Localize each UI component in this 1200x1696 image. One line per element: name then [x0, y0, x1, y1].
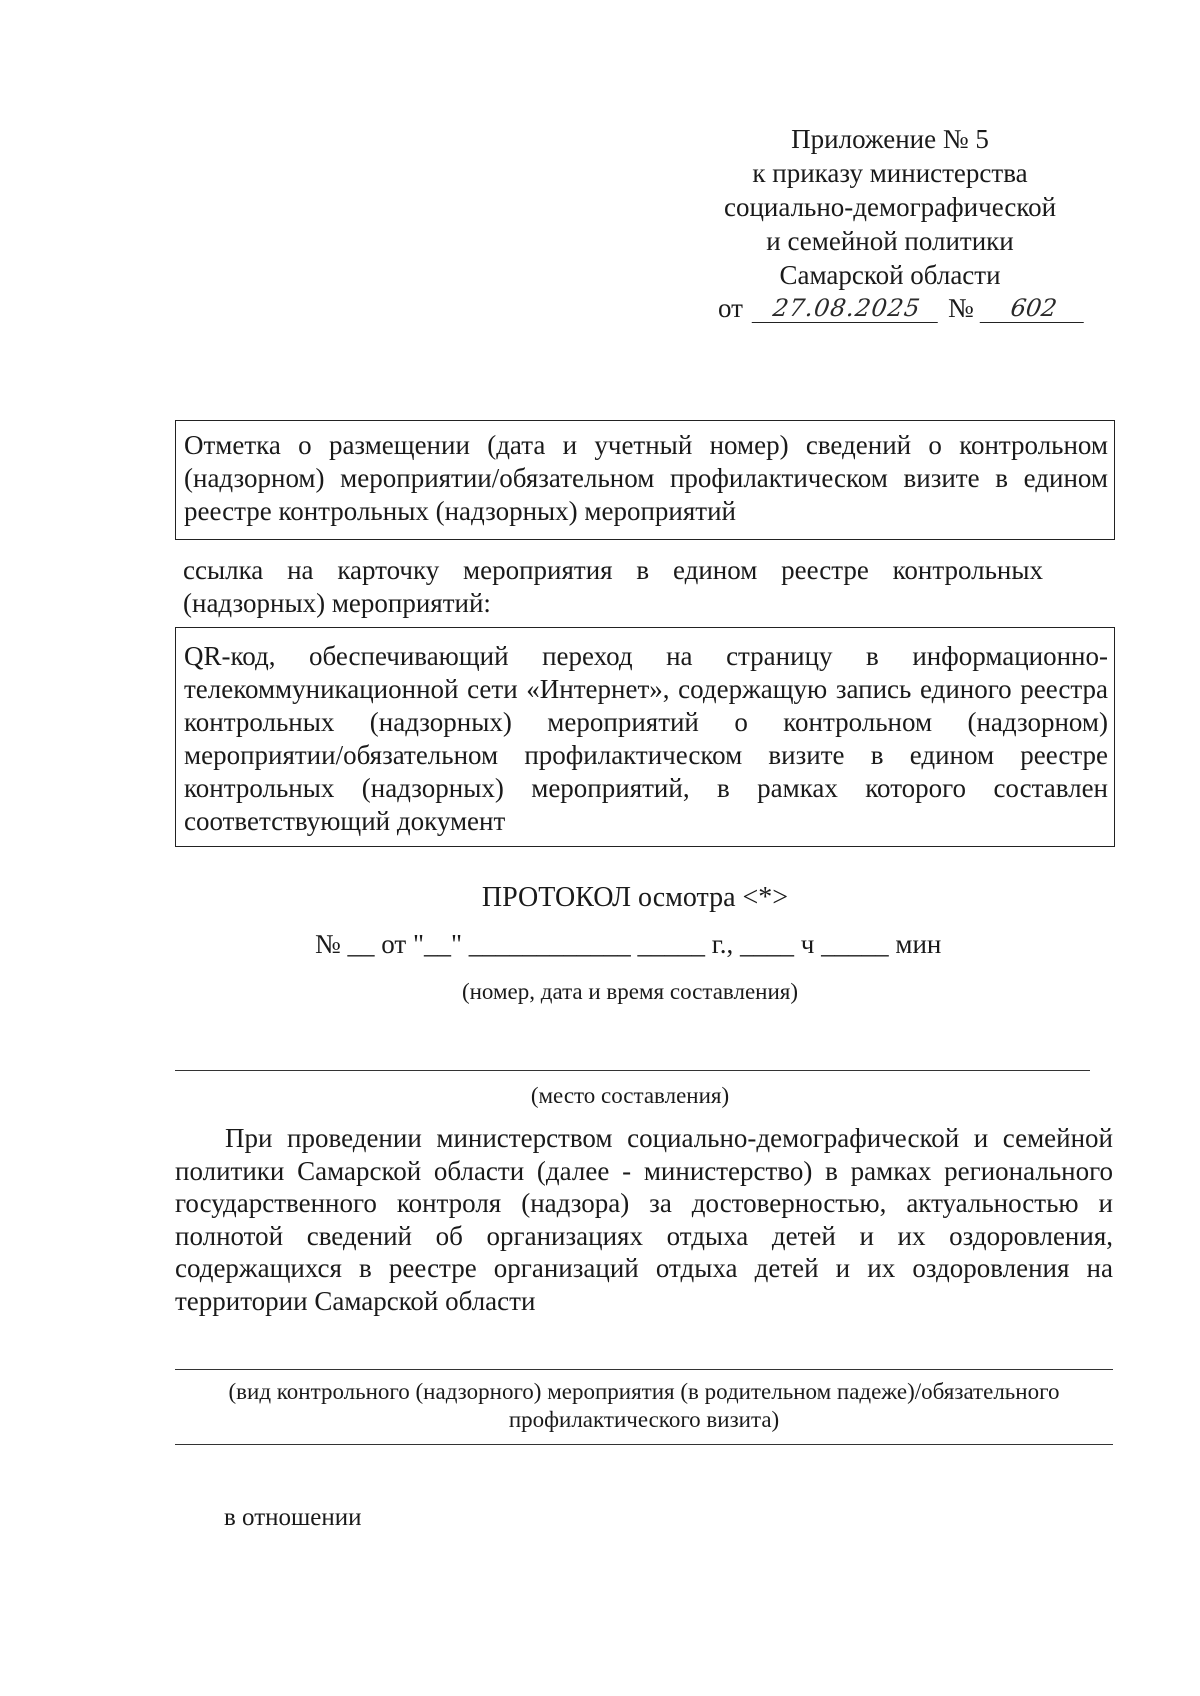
order-date-label: от: [718, 293, 743, 323]
kind-fill-line: [175, 1369, 1113, 1370]
registry-link-text: [183, 554, 1043, 620]
order-date-handwritten: 27.08.2025: [752, 290, 943, 323]
place-fill-line: [175, 1070, 1090, 1071]
kind-caption: (вид контрольного (надзорного) мероприятия (в родительном падеже)/обязательного профилактического визита): [228, 1379, 1060, 1432]
regarding-label: в отношении: [224, 1504, 362, 1531]
appendix-line: Самарской области: [779, 260, 1001, 290]
registry-mark-box: [175, 420, 1115, 540]
protocol-title: ПРОТОКОЛ осмотра <*>: [481, 882, 789, 913]
protocol-number-caption: (номер, дата и время составления): [461, 979, 799, 1004]
order-number-handwritten: 602: [980, 290, 1089, 323]
place-caption: (место составления): [530, 1083, 730, 1108]
registry-mark-text: Отметка о размещении (дата и учетный номер) сведений о контрольном (надзорном) мероприятии/обязательном профилактическом визите в едином реестре контрольных (надзорных) мероприятий: [184, 430, 1108, 526]
registry-link-line: ссылка на карточку мероприятия в едином реестре контрольных: [183, 555, 1043, 585]
qr-code-text: QR-код, обеспечивающий переход на страницу в информационно-телекоммуникационной сети «Интернет», содержащую запись единого реестра контрольных (надзорных) мероприятий о контрольном (надзорном) мероприятии/обязательном профилактическом визите в едином реестре контрольных (надзорных) мероприятий, в рамках которого составлен соответствующий документ: [184, 641, 1108, 836]
protocol-number-line: № __ от "__" ____________ _____ г., ____ ч _____ мин: [315, 929, 942, 959]
qr-code-box: [175, 627, 1115, 847]
registry-link-line: (надзорных) мероприятий:: [183, 588, 491, 618]
appendix-line: к приказу министерства: [752, 158, 1028, 188]
order-reference: [718, 290, 1088, 326]
body-paragraph: При проведении министерством социально-демографической и семейной политики Самарской области (далее - министерство) в рамках регионального государственного контроля (надзора) за достоверностью, актуальностью и полнотой сведений об организациях отдыха детей и их оздоровления, содержащихся в реестре организаций отдыха детей и их оздоровления на территории Самарской области: [175, 1123, 1113, 1316]
order-number-label: №: [948, 293, 974, 323]
appendix-line: социально-демографической: [723, 192, 1057, 222]
appendix-header: [700, 122, 1080, 292]
kind-fill-line-bottom: [175, 1444, 1113, 1445]
appendix-line: Приложение № 5: [791, 124, 989, 154]
appendix-line: и семейной политики: [766, 226, 1014, 256]
